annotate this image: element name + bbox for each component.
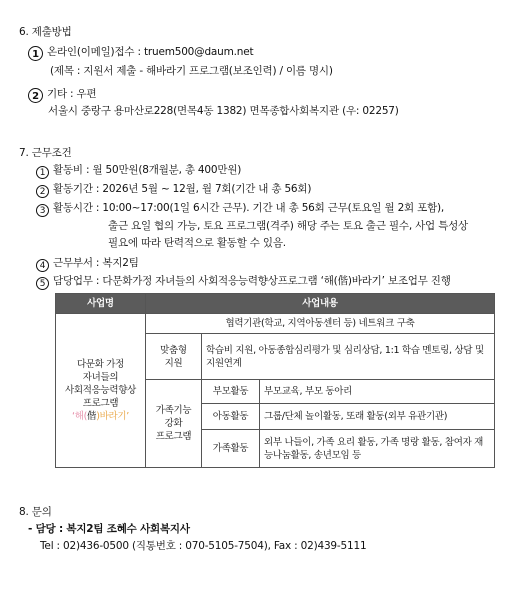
section-7-heading: 7. 근무조건: [19, 147, 72, 159]
activity-desc: 그룹/단체 놀이활동, 또래 활동(외부 유관기관): [260, 404, 495, 430]
brand-prefix: ‘해(: [72, 411, 88, 422]
brand-hanja: 偕: [87, 411, 97, 422]
work-condition-period: [36, 182, 311, 198]
work-condition-pay: [36, 163, 241, 179]
work-condition-duty: [36, 274, 451, 290]
program-name-line: 자녀들의: [82, 372, 119, 383]
program-brand-name: [60, 410, 141, 423]
work-condition-hours-cont2: 필요에 따라 탄력적으로 활동할 수 있음.: [108, 237, 286, 249]
program-name-cell: [56, 314, 146, 468]
custom-support-label: 맞춤형 지원: [146, 334, 202, 380]
submit-email-subject-note: (제목 : 지원서 제출 - 해바라기 프로그램(보조인력) / 이름 명시): [50, 65, 333, 77]
activity-name: 부모활동: [202, 380, 260, 404]
circled-number-1: 1: [28, 46, 43, 61]
network-row: 협력기관(학교, 지역아동센터 등) 네트워크 구축: [146, 314, 495, 334]
work-condition-hours: [36, 201, 444, 217]
submit-online-item: [28, 45, 253, 61]
circled-number-4: 4: [36, 259, 49, 272]
work-condition-dept: [36, 256, 139, 272]
contact-person: [28, 522, 190, 536]
submit-online-text: 온라인(이메일)접수 : truem500@daum.net: [47, 46, 254, 58]
work-condition-hours-text: 활동시간 : 10:00~17:00(1일 6시간 근무). 기간 내 총 56회 근무(토요일 월 2회 포함),: [53, 202, 445, 214]
contact-person-text: - 담당 : 복지2팀 조혜수 사회복지사: [28, 523, 190, 535]
activity-desc: 외부 나들이, 가족 요리 활동, 가족 명랑 활동, 참여자 재능나눔활동, 송년모임 등: [260, 430, 495, 468]
circled-number-5: 5: [36, 277, 49, 290]
table-header-program: 사업명: [56, 294, 146, 314]
circled-number-1: 1: [36, 166, 49, 179]
work-condition-duty-text: 담당업무 : 다문화가정 자녀들의 사회적응능력향상프로그램 ‘해(偕)바라기’ 보조업무 진행: [53, 275, 451, 287]
submit-other-item: [28, 87, 96, 103]
submit-other-text: 기타 : 우편: [47, 88, 97, 100]
work-condition-pay-text: 활동비 : 월 50만원(8개월분, 총 400만원): [53, 164, 242, 176]
contact-phone: Tel : 02)436-0500 (직통번호 : 070-5105-7504), Fax : 02)439-5111: [40, 540, 367, 552]
custom-support-desc: 학습비 지원, 아동종합심리평가 및 심리상담, 1:1 학습 멘토링, 상담 및 지원연계: [202, 334, 495, 380]
section-8-heading: 8. 문의: [19, 506, 52, 518]
circled-number-3: 3: [36, 204, 49, 217]
work-condition-period-text: 활동기간 : 2026년 5월 ~ 12월, 월 7회(기간 내 총 56회): [53, 183, 312, 195]
brand-suffix: )바라기’: [96, 411, 129, 422]
section-6-heading: 6. 제출방법: [19, 26, 72, 38]
program-name-line: 다문화 가정: [76, 359, 125, 370]
work-condition-dept-text: 근무부서 : 복지2팀: [53, 257, 139, 269]
program-table: [55, 293, 495, 468]
postal-address: 서울시 중랑구 용마산로228(면목4동 1382) 면목종합사회복지관 (우: 02257): [48, 105, 399, 117]
activity-name: 아동활동: [202, 404, 260, 430]
family-program-label: 가족기능 강화 프로그램: [146, 380, 202, 468]
activity-name: 가족활동: [202, 430, 260, 468]
program-name-line: 프로그램: [82, 398, 119, 409]
table-header-content: 사업내용: [146, 294, 495, 314]
work-condition-hours-cont1: 출근 요일 협의 가능, 토요 프로그램(격주) 해당 주는 토요 출근 필수, 사업 특성상: [108, 220, 468, 232]
program-name-line: 사회적응능력향상: [64, 385, 137, 396]
circled-number-2: 2: [28, 88, 43, 103]
circled-number-2: 2: [36, 185, 49, 198]
activity-desc: 부모교육, 부모 동아리: [260, 380, 495, 404]
